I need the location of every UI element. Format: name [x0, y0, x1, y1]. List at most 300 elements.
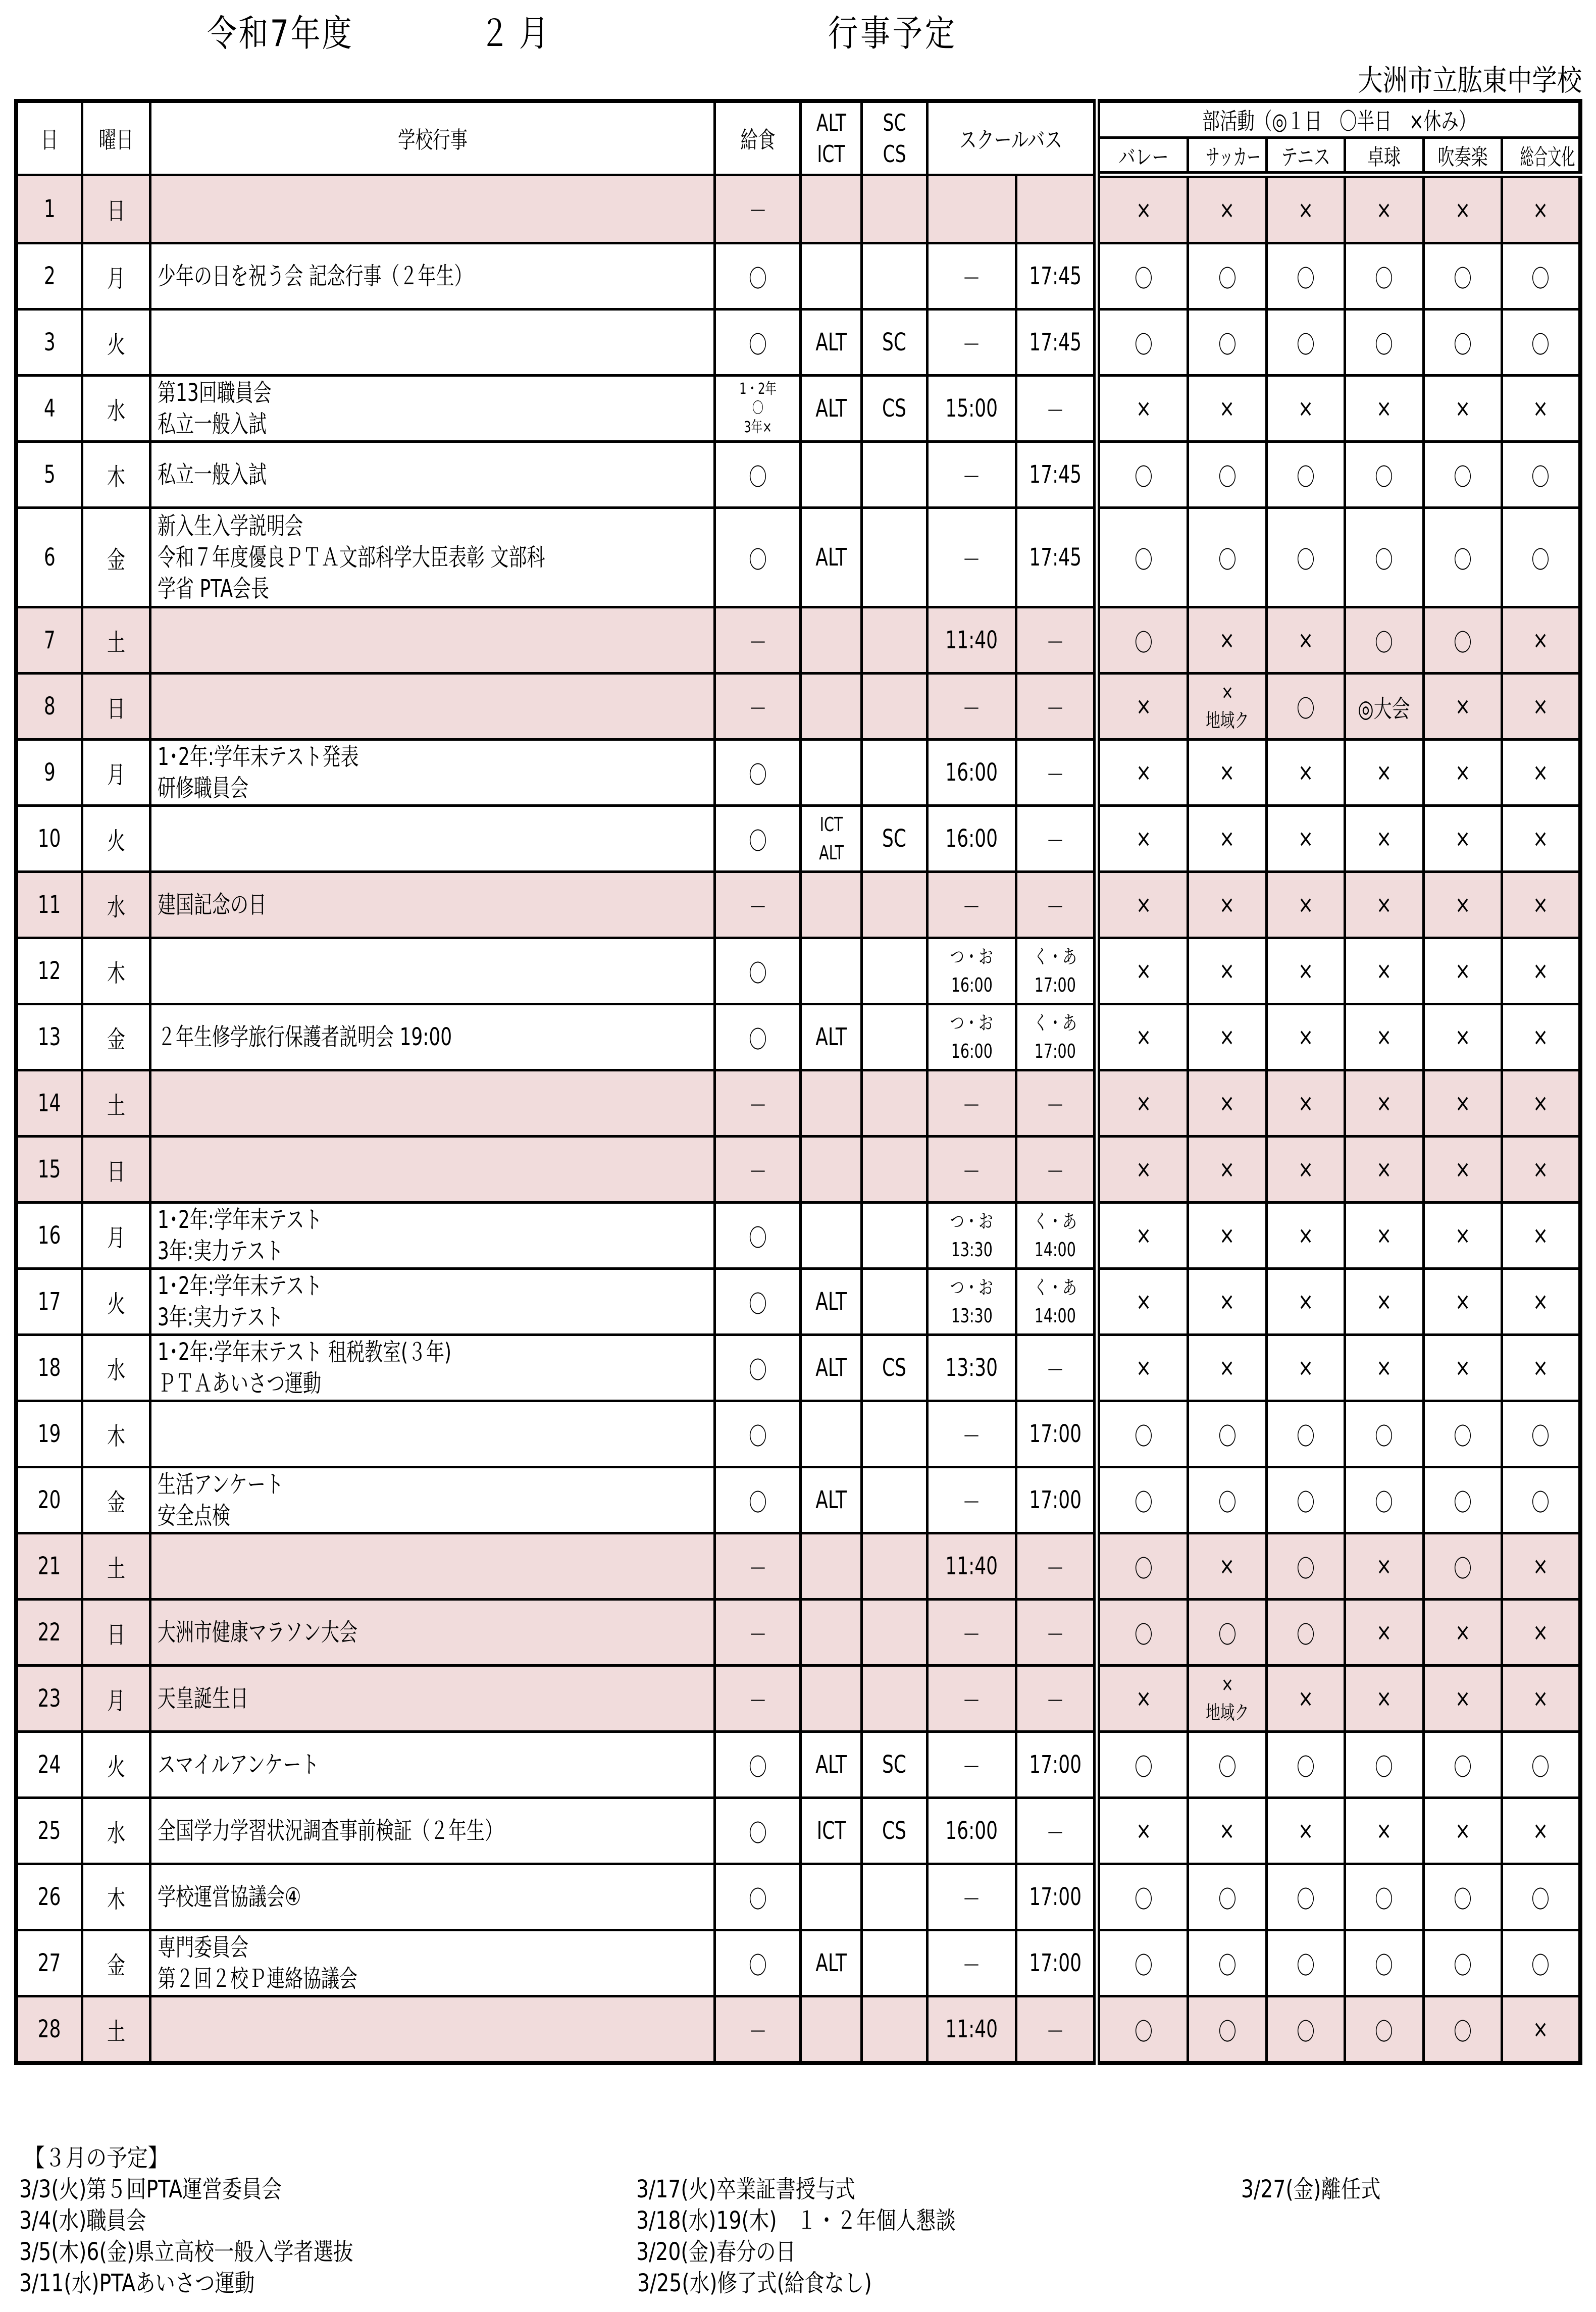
club-cell-soccer: ×	[1188, 1798, 1266, 1864]
club-cell-brass-band: ×	[1423, 1269, 1502, 1335]
bus-departure-1-cell: つ・お 13:30	[928, 1269, 1016, 1335]
club-cell-table-tennis: ×	[1345, 1335, 1423, 1401]
march-item: 3/18(水)19(木) １・２年個人懇談	[636, 2206, 956, 2235]
events-cell: 建国記念の日	[150, 872, 715, 938]
club-cell-brass-band: 〇	[1423, 1533, 1502, 1600]
day-cell: 6	[16, 508, 82, 607]
club-cell-brass-band: ×	[1423, 938, 1502, 1004]
club-header-table-tennis: 卓球	[1345, 138, 1423, 175]
events-cell: 専門委員会 第２回２校Ｐ連絡協議会	[150, 1930, 715, 1996]
march-item: 3/25(水)修了式(給食なし)	[637, 2269, 872, 2297]
club-cell-general-culture: ×	[1502, 872, 1580, 938]
table-row	[16, 1666, 1580, 1732]
club-cell-volleyball: 〇	[1097, 1401, 1188, 1467]
club-cell-table-tennis: ×	[1345, 1070, 1423, 1137]
club-cell-table-tennis: 〇	[1345, 243, 1423, 310]
weekday-cell: 金	[82, 508, 150, 607]
table-row	[16, 508, 1580, 607]
sc-cs-cell	[861, 243, 927, 310]
weekday-cell: 土	[82, 607, 150, 674]
alt-ict-cell: ALT	[801, 1335, 861, 1401]
weekday-cell: 木	[82, 442, 150, 508]
col-header-alt-ict: ALT ICT	[801, 101, 861, 175]
weekday-cell: 土	[82, 1996, 150, 2064]
sc-cs-cell	[861, 1401, 927, 1467]
events-cell	[150, 1533, 715, 1600]
club-cell-general-culture: ×	[1502, 1269, 1580, 1335]
club-cell-volleyball: ×	[1097, 1137, 1188, 1203]
lunch-cell: 〇	[715, 1798, 801, 1864]
alt-ict-cell: ALT	[801, 1004, 861, 1070]
sc-cs-cell	[861, 1467, 927, 1533]
events-cell: 全国学力学習状況調査事前検証（２年生）	[150, 1798, 715, 1864]
club-cell-volleyball: ×	[1097, 872, 1188, 938]
sc-cs-cell	[861, 872, 927, 938]
events-cell	[150, 175, 715, 243]
club-cell-volleyball: ×	[1097, 1666, 1188, 1732]
bus-departure-2-cell: －	[1016, 872, 1097, 938]
club-cell-table-tennis: 〇	[1345, 310, 1423, 376]
sc-cs-cell: CS	[861, 1798, 927, 1864]
lunch-cell: －	[715, 1600, 801, 1666]
club-cell-tennis: 〇	[1266, 1533, 1345, 1600]
lunch-cell: 〇	[715, 1269, 801, 1335]
sc-cs-cell	[861, 1070, 927, 1137]
table-row	[16, 1004, 1580, 1070]
club-cell-soccer: × 地域ク	[1188, 1666, 1266, 1732]
club-cell-tennis: ×	[1266, 1798, 1345, 1864]
day-cell: 18	[16, 1335, 82, 1401]
club-cell-tennis: 〇	[1266, 1732, 1345, 1798]
table-row	[16, 1798, 1580, 1864]
bus-departure-2-cell: 17:45	[1016, 243, 1097, 310]
club-cell-brass-band: 〇	[1423, 1996, 1502, 2064]
bus-departure-1-cell: 11:40	[928, 1533, 1016, 1600]
bus-departure-2-cell: 17:00	[1016, 1401, 1097, 1467]
sc-cs-cell	[861, 740, 927, 806]
club-cell-table-tennis: ×	[1345, 1798, 1423, 1864]
lunch-cell: 〇	[715, 508, 801, 607]
club-cell-volleyball: 〇	[1097, 508, 1188, 607]
march-heading: 【３月の予定】	[24, 2144, 169, 2172]
bus-departure-1-cell: －	[928, 1401, 1016, 1467]
club-cell-tennis: ×	[1266, 1666, 1345, 1732]
table-row	[16, 1269, 1580, 1335]
day-cell: 2	[16, 243, 82, 310]
bus-departure-1-cell: －	[928, 310, 1016, 376]
club-cell-table-tennis: ×	[1345, 1666, 1423, 1732]
day-cell: 16	[16, 1203, 82, 1269]
club-cell-brass-band: 〇	[1423, 1864, 1502, 1930]
club-cell-brass-band: ×	[1423, 1798, 1502, 1864]
bus-departure-1-cell: －	[928, 1930, 1016, 1996]
club-cell-general-culture: ×	[1502, 806, 1580, 872]
club-cell-soccer: 〇	[1188, 310, 1266, 376]
bus-departure-1-cell: －	[928, 508, 1016, 607]
table-row	[16, 1070, 1580, 1137]
weekday-cell: 日	[82, 674, 150, 740]
club-cell-volleyball: 〇	[1097, 1467, 1188, 1533]
day-cell: 12	[16, 938, 82, 1004]
table-row	[16, 243, 1580, 310]
table-row	[16, 1335, 1580, 1401]
club-cell-soccer: ×	[1188, 1070, 1266, 1137]
club-cell-soccer: ×	[1188, 938, 1266, 1004]
events-cell	[150, 1401, 715, 1467]
bus-departure-2-cell: 17:00	[1016, 1467, 1097, 1533]
club-cell-general-culture: 〇	[1502, 508, 1580, 607]
alt-ict-cell	[801, 1864, 861, 1930]
club-cell-volleyball: ×	[1097, 674, 1188, 740]
club-cell-tennis: ×	[1266, 1004, 1345, 1070]
club-cell-soccer: 〇	[1188, 243, 1266, 310]
col-header-events: 学校行事	[150, 101, 715, 175]
bus-departure-1-cell	[928, 175, 1016, 243]
weekday-cell: 日	[82, 1137, 150, 1203]
bus-departure-2-cell: －	[1016, 1335, 1097, 1401]
club-cell-tennis: 〇	[1266, 1600, 1345, 1666]
table-row	[16, 1996, 1580, 2064]
alt-ict-cell	[801, 1203, 861, 1269]
title-month: ２ 月	[480, 12, 549, 55]
club-cell-table-tennis: ×	[1345, 1269, 1423, 1335]
lunch-cell: 〇	[715, 1732, 801, 1798]
club-cell-tennis: ×	[1266, 376, 1345, 442]
events-cell: 1･2年:学年末テスト 3年:実力テスト	[150, 1203, 715, 1269]
alt-ict-cell: ALT	[801, 1269, 861, 1335]
march-item: 3/3(火)第５回PTA運営委員会	[19, 2175, 282, 2203]
bus-departure-1-cell: －	[928, 1732, 1016, 1798]
club-cell-soccer: 〇	[1188, 1864, 1266, 1930]
table-row	[16, 1732, 1580, 1798]
club-cell-tennis: ×	[1266, 1070, 1345, 1137]
weekday-cell: 月	[82, 243, 150, 310]
bus-departure-1-cell: －	[928, 872, 1016, 938]
club-cell-volleyball: 〇	[1097, 310, 1188, 376]
alt-ict-cell	[801, 1666, 861, 1732]
bus-departure-1-cell: つ・お 13:30	[928, 1203, 1016, 1269]
club-cell-soccer: 〇	[1188, 1930, 1266, 1996]
weekday-cell: 水	[82, 1798, 150, 1864]
club-cell-table-tennis: ×	[1345, 1004, 1423, 1070]
bus-departure-2-cell: －	[1016, 376, 1097, 442]
col-header-sc-cs: SC CS	[861, 101, 927, 175]
club-cell-tennis: 〇	[1266, 1467, 1345, 1533]
events-cell: 大洲市健康マラソン大会	[150, 1600, 715, 1666]
club-cell-volleyball: ×	[1097, 175, 1188, 243]
events-cell	[150, 938, 715, 1004]
alt-ict-cell: ALT	[801, 376, 861, 442]
club-cell-table-tennis: 〇	[1345, 1467, 1423, 1533]
club-cell-tennis: 〇	[1266, 310, 1345, 376]
club-cell-brass-band: ×	[1423, 1335, 1502, 1401]
lunch-cell: 〇	[715, 1930, 801, 1996]
club-cell-table-tennis: ×	[1345, 1533, 1423, 1600]
club-cell-soccer: ×	[1188, 1533, 1266, 1600]
club-cell-tennis: 〇	[1266, 1864, 1345, 1930]
club-cell-brass-band: ×	[1423, 175, 1502, 243]
sc-cs-cell	[861, 1269, 927, 1335]
march-item: 3/27(金)離任式	[1241, 2175, 1381, 2203]
weekday-cell: 火	[82, 1269, 150, 1335]
lunch-cell: 〇	[715, 1203, 801, 1269]
day-cell: 21	[16, 1533, 82, 1600]
sc-cs-cell: CS	[861, 376, 927, 442]
day-cell: 10	[16, 806, 82, 872]
sc-cs-cell	[861, 1864, 927, 1930]
bus-departure-1-cell: 16:00	[928, 1798, 1016, 1864]
club-cell-soccer: ×	[1188, 376, 1266, 442]
club-cell-brass-band: ×	[1423, 1004, 1502, 1070]
club-cell-tennis: ×	[1266, 740, 1345, 806]
table-row	[16, 310, 1580, 376]
sc-cs-cell	[861, 1600, 927, 1666]
club-cell-general-culture: ×	[1502, 1798, 1580, 1864]
club-cell-table-tennis: 〇	[1345, 1732, 1423, 1798]
march-item: 3/17(火)卒業証書授与式	[636, 2175, 855, 2203]
club-header-soccer: サッカー	[1188, 138, 1266, 175]
alt-ict-cell	[801, 243, 861, 310]
bus-departure-2-cell: 17:00	[1016, 1930, 1097, 1996]
march-schedule	[14, 2138, 1582, 2310]
events-cell: 1･2年:学年末テスト 3年:実力テスト	[150, 1269, 715, 1335]
alt-ict-cell	[801, 1070, 861, 1137]
col-header-weekday: 曜日	[82, 101, 150, 175]
club-cell-table-tennis: ×	[1345, 872, 1423, 938]
page-header	[0, 0, 1596, 56]
club-cell-brass-band: 〇	[1423, 1467, 1502, 1533]
weekday-cell: 金	[82, 1004, 150, 1070]
club-cell-table-tennis: 〇	[1345, 442, 1423, 508]
weekday-cell: 火	[82, 806, 150, 872]
events-cell: 生活アンケート 安全点検	[150, 1467, 715, 1533]
events-cell: 1･2年:学年末テスト発表 研修職員会	[150, 740, 715, 806]
club-header-volleyball: バレー	[1097, 138, 1188, 175]
club-header-general-culture: 総合文化	[1502, 138, 1580, 175]
alt-ict-cell	[801, 175, 861, 243]
club-cell-general-culture: 〇	[1502, 1401, 1580, 1467]
events-cell	[150, 1070, 715, 1137]
bus-departure-2-cell: －	[1016, 607, 1097, 674]
weekday-cell: 水	[82, 376, 150, 442]
lunch-cell: 〇	[715, 310, 801, 376]
sc-cs-cell	[861, 1996, 927, 2064]
table-row	[16, 1864, 1580, 1930]
club-cell-brass-band: ×	[1423, 1137, 1502, 1203]
day-cell: 15	[16, 1137, 82, 1203]
events-cell: 私立一般入試	[150, 442, 715, 508]
bus-departure-2-cell: －	[1016, 1137, 1097, 1203]
bus-departure-2-cell: －	[1016, 674, 1097, 740]
club-cell-brass-band: ×	[1423, 1600, 1502, 1666]
bus-departure-2-cell: －	[1016, 1996, 1097, 2064]
club-cell-soccer: ×	[1188, 175, 1266, 243]
club-cell-soccer: ×	[1188, 1269, 1266, 1335]
day-cell: 5	[16, 442, 82, 508]
club-cell-table-tennis: 〇	[1345, 1864, 1423, 1930]
bus-departure-1-cell: 16:00	[928, 806, 1016, 872]
table-row	[16, 674, 1580, 740]
col-header-lunch: 給食	[715, 101, 801, 175]
lunch-cell: －	[715, 1533, 801, 1600]
weekday-cell: 日	[82, 1600, 150, 1666]
events-cell: 第13回職員会 私立一般入試	[150, 376, 715, 442]
club-cell-table-tennis: 〇	[1345, 1996, 1423, 2064]
march-item: 3/11(水)PTAあいさつ運動	[19, 2269, 255, 2297]
day-cell: 4	[16, 376, 82, 442]
march-item: 3/20(金)春分の日	[636, 2238, 796, 2266]
weekday-cell: 土	[82, 1533, 150, 1600]
events-cell: ２年生修学旅行保護者説明会 19:00	[150, 1004, 715, 1070]
weekday-cell: 水	[82, 872, 150, 938]
club-cell-volleyball: ×	[1097, 1070, 1188, 1137]
alt-ict-cell	[801, 1996, 861, 2064]
alt-ict-cell	[801, 938, 861, 1004]
club-cell-general-culture: ×	[1502, 1666, 1580, 1732]
bus-departure-2-cell: 17:45	[1016, 508, 1097, 607]
club-cell-table-tennis: ×	[1345, 806, 1423, 872]
club-cell-table-tennis: 〇	[1345, 1401, 1423, 1467]
lunch-cell: 〇	[715, 938, 801, 1004]
weekday-cell: 金	[82, 1930, 150, 1996]
club-cell-general-culture: 〇	[1502, 1732, 1580, 1798]
club-cell-tennis: 〇	[1266, 508, 1345, 607]
club-cell-tennis: ×	[1266, 607, 1345, 674]
bus-departure-2-cell: 17:00	[1016, 1864, 1097, 1930]
bus-departure-2-cell: －	[1016, 1798, 1097, 1864]
table-row	[16, 175, 1580, 243]
bus-departure-1-cell: －	[928, 1070, 1016, 1137]
day-cell: 8	[16, 674, 82, 740]
club-cell-general-culture: ×	[1502, 938, 1580, 1004]
weekday-cell: 月	[82, 1666, 150, 1732]
alt-ict-cell: ICT	[801, 1798, 861, 1864]
club-cell-tennis: ×	[1266, 1203, 1345, 1269]
sc-cs-cell: SC	[861, 310, 927, 376]
day-cell: 20	[16, 1467, 82, 1533]
club-cell-soccer: ×	[1188, 806, 1266, 872]
weekday-cell: 土	[82, 1070, 150, 1137]
table-row	[16, 1137, 1580, 1203]
club-cell-volleyball: ×	[1097, 806, 1188, 872]
club-cell-soccer: 〇	[1188, 1732, 1266, 1798]
bus-departure-2-cell: く・あ 14:00	[1016, 1269, 1097, 1335]
march-item: 3/5(木)6(金)県立高校一般入学者選抜	[19, 2238, 353, 2266]
club-cell-volleyball: 〇	[1097, 1533, 1188, 1600]
bus-departure-1-cell: －	[928, 243, 1016, 310]
club-cell-brass-band: ×	[1423, 1070, 1502, 1137]
alt-ict-cell: ALT	[801, 1467, 861, 1533]
club-cell-volleyball: 〇	[1097, 1600, 1188, 1666]
alt-ict-cell	[801, 1600, 861, 1666]
day-cell: 9	[16, 740, 82, 806]
club-cell-general-culture: ×	[1502, 740, 1580, 806]
sc-cs-cell	[861, 607, 927, 674]
club-cell-table-tennis: 〇	[1345, 508, 1423, 607]
club-cell-soccer: ×	[1188, 607, 1266, 674]
day-cell: 26	[16, 1864, 82, 1930]
alt-ict-cell: ALT	[801, 310, 861, 376]
sc-cs-cell	[861, 1930, 927, 1996]
lunch-cell: －	[715, 872, 801, 938]
lunch-cell: 〇	[715, 1004, 801, 1070]
col-header-day: 日	[16, 101, 82, 175]
lunch-cell: －	[715, 175, 801, 243]
bus-departure-1-cell: 13:30	[928, 1335, 1016, 1401]
club-cell-tennis: 〇	[1266, 442, 1345, 508]
club-cell-soccer: 〇	[1188, 1996, 1266, 2064]
bus-departure-1-cell: 15:00	[928, 376, 1016, 442]
club-cell-brass-band: 〇	[1423, 1401, 1502, 1467]
club-cell-brass-band: 〇	[1423, 243, 1502, 310]
bus-departure-1-cell: －	[928, 1137, 1016, 1203]
club-cell-volleyball: ×	[1097, 740, 1188, 806]
club-cell-general-culture: ×	[1502, 1070, 1580, 1137]
events-cell: 少年の日を祝う会 記念行事（２年生）	[150, 243, 715, 310]
table-row	[16, 607, 1580, 674]
bus-departure-2-cell: 17:00	[1016, 1732, 1097, 1798]
club-cell-soccer: 〇	[1188, 442, 1266, 508]
col-header-club-activities: 部活動（◎１日 〇半日 ×休み）	[1097, 101, 1580, 138]
day-cell: 27	[16, 1930, 82, 1996]
alt-ict-cell	[801, 1533, 861, 1600]
table-row	[16, 1401, 1580, 1467]
lunch-cell: －	[715, 1996, 801, 2064]
club-cell-table-tennis: ×	[1345, 1600, 1423, 1666]
weekday-cell: 月	[82, 1203, 150, 1269]
club-cell-table-tennis: 〇	[1345, 607, 1423, 674]
club-cell-volleyball: ×	[1097, 376, 1188, 442]
club-cell-brass-band: ×	[1423, 1203, 1502, 1269]
bus-departure-2-cell: －	[1016, 740, 1097, 806]
bus-departure-2-cell: －	[1016, 1070, 1097, 1137]
club-header-tennis: テニス	[1266, 138, 1345, 175]
club-cell-general-culture: ×	[1502, 1137, 1580, 1203]
day-cell: 1	[16, 175, 82, 243]
club-cell-brass-band: 〇	[1423, 442, 1502, 508]
club-cell-tennis: ×	[1266, 1137, 1345, 1203]
events-cell: 新入生入学説明会 令和７年度優良ＰＴＡ文部科学大臣表彰 文部科 学省 PTA会長	[150, 508, 715, 607]
club-cell-tennis: 〇	[1266, 1401, 1345, 1467]
table-row	[16, 442, 1580, 508]
alt-ict-cell	[801, 607, 861, 674]
bus-departure-2-cell: 17:45	[1016, 442, 1097, 508]
alt-ict-cell: ALT	[801, 1732, 861, 1798]
sc-cs-cell: SC	[861, 806, 927, 872]
club-cell-table-tennis: ◎大会	[1345, 674, 1423, 740]
club-cell-general-culture: ×	[1502, 1335, 1580, 1401]
bus-departure-1-cell: つ・お 16:00	[928, 1004, 1016, 1070]
events-cell: 天皇誕生日	[150, 1666, 715, 1732]
bus-departure-1-cell: 11:40	[928, 1996, 1016, 2064]
alt-ict-cell: ICT ALT	[801, 806, 861, 872]
lunch-cell: 〇	[715, 1864, 801, 1930]
bus-departure-1-cell: －	[928, 1864, 1016, 1930]
col-header-school-bus: スクールバス	[928, 101, 1097, 175]
day-cell: 23	[16, 1666, 82, 1732]
table-row	[16, 872, 1580, 938]
club-cell-tennis: 〇	[1266, 1996, 1345, 2064]
club-cell-general-culture: 〇	[1502, 1930, 1580, 1996]
club-cell-soccer: ×	[1188, 1004, 1266, 1070]
sc-cs-cell	[861, 938, 927, 1004]
club-cell-volleyball: 〇	[1097, 1864, 1188, 1930]
club-cell-volleyball: ×	[1097, 1004, 1188, 1070]
alt-ict-cell	[801, 1137, 861, 1203]
lunch-cell: 1・2年 〇 3年×	[715, 376, 801, 442]
bus-departure-1-cell: －	[928, 1467, 1016, 1533]
events-cell: スマイルアンケート	[150, 1732, 715, 1798]
